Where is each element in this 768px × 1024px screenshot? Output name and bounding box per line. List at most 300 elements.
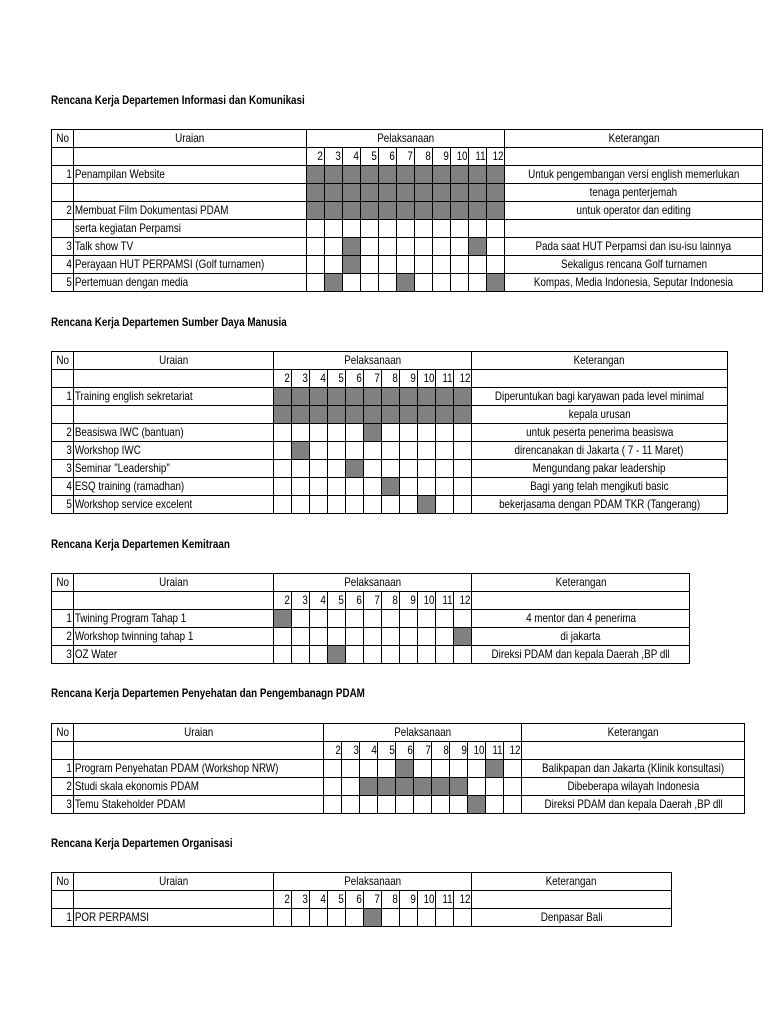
schedule-cell-active <box>306 184 324 202</box>
row-keterangan-text: tenaga penterjemah <box>589 185 678 199</box>
month-label-text: 9 <box>410 593 417 607</box>
month-label <box>346 592 364 610</box>
schedule-cell <box>328 478 346 496</box>
schedule-cell-active <box>378 184 396 202</box>
schedule-cell-active <box>382 478 400 496</box>
month-label-text: 8 <box>443 743 449 757</box>
schedule-cell <box>328 424 346 442</box>
row-keterangan <box>504 184 762 202</box>
month-label <box>396 742 414 760</box>
schedule-cell-active <box>454 628 472 646</box>
row-keterangan-text: Denpasar Bali <box>540 910 603 924</box>
month-label-text: 10 <box>473 743 485 757</box>
month-label-text: 9 <box>461 743 467 757</box>
schedule-cell <box>378 274 396 292</box>
plan-table <box>51 573 690 664</box>
schedule-cell <box>328 628 346 646</box>
row-no-text: 2 <box>66 779 73 793</box>
month-label <box>400 592 418 610</box>
schedule-cell-active <box>454 406 472 424</box>
row-no <box>52 646 74 664</box>
schedule-cell <box>360 274 378 292</box>
schedule-cell-active <box>364 424 382 442</box>
row-no-text: 5 <box>66 275 73 289</box>
schedule-cell <box>450 256 468 274</box>
header-keterangan <box>472 352 728 370</box>
schedule-cell <box>306 238 324 256</box>
schedule-cell <box>378 796 396 814</box>
schedule-cell <box>486 238 504 256</box>
month-label-text: 8 <box>392 593 399 607</box>
header-keterangan-text: Keterangan <box>607 725 659 739</box>
schedule-cell <box>378 760 396 778</box>
schedule-cell-active <box>486 760 504 778</box>
schedule-cell-active <box>486 166 504 184</box>
month-label <box>378 742 396 760</box>
schedule-cell <box>310 460 328 478</box>
schedule-cell-active <box>346 406 364 424</box>
row-uraian <box>74 460 274 478</box>
schedule-cell-active <box>486 184 504 202</box>
row-keterangan-text: Untuk pengembangan versi english memerlukan <box>528 167 740 181</box>
row-uraian-text: Beasiswa IWC (bantuan) <box>74 425 184 439</box>
table-row <box>52 778 745 796</box>
month-label-text: 5 <box>371 149 378 163</box>
header-no <box>52 873 74 891</box>
row-no <box>52 796 74 814</box>
schedule-cell-active <box>396 166 414 184</box>
month-label <box>486 148 504 166</box>
schedule-cell-active <box>310 388 328 406</box>
schedule-cell-active <box>328 646 346 664</box>
month-label <box>324 148 342 166</box>
month-label <box>364 370 382 388</box>
schedule-cell <box>364 478 382 496</box>
month-label <box>454 370 472 388</box>
schedule-cell <box>418 610 436 628</box>
schedule-cell <box>324 238 342 256</box>
month-label-text: 3 <box>335 149 342 163</box>
month-label <box>486 742 504 760</box>
schedule-cell <box>346 442 364 460</box>
schedule-cell-active <box>414 202 432 220</box>
header-no-text: No <box>56 725 69 739</box>
month-label-text: 7 <box>374 371 381 385</box>
row-no-text: 1 <box>66 611 73 625</box>
schedule-cell <box>436 628 454 646</box>
row-no <box>52 424 74 442</box>
table-row <box>52 796 745 814</box>
row-keterangan-text: bekerjasama dengan PDAM TKR (Tangerang) <box>498 497 700 511</box>
schedule-cell <box>364 442 382 460</box>
row-keterangan-text: Sekaligus rencana Golf turnamen <box>560 257 707 271</box>
schedule-cell <box>328 442 346 460</box>
month-label-text: 3 <box>302 892 309 906</box>
schedule-cell <box>328 460 346 478</box>
row-no-text: 2 <box>66 425 73 439</box>
schedule-cell <box>360 796 378 814</box>
month-label-text: 5 <box>338 892 345 906</box>
row-uraian-text: Workshop service excelent <box>74 497 193 511</box>
table-row <box>52 460 728 478</box>
header-no <box>52 724 74 742</box>
month-blank-uraian <box>74 370 274 388</box>
schedule-cell <box>274 496 292 514</box>
month-label <box>324 742 342 760</box>
month-label <box>378 148 396 166</box>
row-uraian <box>74 646 274 664</box>
row-uraian <box>74 274 307 292</box>
month-label <box>328 891 346 909</box>
schedule-cell <box>342 220 360 238</box>
schedule-cell-active <box>468 796 486 814</box>
month-label-text: 6 <box>356 593 363 607</box>
header-keterangan <box>522 724 745 742</box>
month-label <box>310 370 328 388</box>
month-label <box>274 891 292 909</box>
schedule-cell <box>400 442 418 460</box>
schedule-cell <box>364 610 382 628</box>
schedule-cell-active <box>432 778 450 796</box>
row-keterangan <box>504 274 762 292</box>
month-label-text: 6 <box>356 892 363 906</box>
row-keterangan-text: direncanakan di Jakarta ( 7 - 11 Maret) <box>514 443 684 457</box>
schedule-cell-active <box>360 166 378 184</box>
month-label-text: 5 <box>338 593 345 607</box>
schedule-cell <box>414 796 432 814</box>
month-label <box>396 148 414 166</box>
row-no-text: 2 <box>66 203 73 217</box>
schedule-cell <box>468 256 486 274</box>
row-no-text: 3 <box>66 443 73 457</box>
schedule-cell <box>342 760 360 778</box>
month-label <box>400 891 418 909</box>
schedule-cell <box>396 220 414 238</box>
schedule-cell <box>436 610 454 628</box>
schedule-cell-active <box>436 406 454 424</box>
schedule-cell-active <box>414 184 432 202</box>
row-no <box>52 238 74 256</box>
schedule-cell <box>400 496 418 514</box>
schedule-cell <box>346 424 364 442</box>
schedule-cell <box>418 909 436 927</box>
schedule-cell <box>346 628 364 646</box>
row-uraian <box>74 388 274 406</box>
schedule-cell <box>432 256 450 274</box>
schedule-cell <box>274 909 292 927</box>
row-uraian <box>74 909 274 927</box>
schedule-cell <box>310 628 328 646</box>
row-no <box>52 274 74 292</box>
row-uraian <box>74 760 324 778</box>
row-keterangan <box>504 202 762 220</box>
header-row <box>52 574 690 592</box>
schedule-cell <box>468 760 486 778</box>
schedule-cell-active <box>450 778 468 796</box>
month-row <box>52 742 745 760</box>
schedule-cell <box>378 238 396 256</box>
schedule-cell-active <box>468 202 486 220</box>
schedule-cell <box>454 424 472 442</box>
row-no <box>52 460 74 478</box>
row-no <box>52 166 74 184</box>
row-no <box>52 406 74 424</box>
schedule-cell <box>436 646 454 664</box>
schedule-cell <box>342 796 360 814</box>
schedule-cell <box>346 478 364 496</box>
row-keterangan <box>522 796 745 814</box>
schedule-cell-active <box>342 238 360 256</box>
schedule-cell <box>436 909 454 927</box>
schedule-cell <box>414 220 432 238</box>
row-no-text: 3 <box>66 647 73 661</box>
month-label <box>418 891 436 909</box>
month-label-text: 11 <box>492 743 503 757</box>
schedule-cell-active <box>342 256 360 274</box>
schedule-cell <box>346 496 364 514</box>
month-label <box>382 370 400 388</box>
schedule-cell <box>432 760 450 778</box>
schedule-cell <box>310 442 328 460</box>
month-label <box>450 148 468 166</box>
schedule-cell <box>432 796 450 814</box>
month-label <box>360 742 378 760</box>
month-label <box>292 891 310 909</box>
month-label-text: 4 <box>353 149 360 163</box>
schedule-cell <box>324 256 342 274</box>
table-row <box>52 628 690 646</box>
month-label-text: 6 <box>356 371 363 385</box>
schedule-cell <box>274 460 292 478</box>
schedule-cell-active <box>324 274 342 292</box>
month-label <box>292 592 310 610</box>
row-no-text: 1 <box>66 167 73 181</box>
schedule-cell <box>274 628 292 646</box>
row-no-text: 4 <box>66 479 73 493</box>
month-label <box>310 592 328 610</box>
schedule-cell <box>486 256 504 274</box>
schedule-cell <box>274 424 292 442</box>
row-uraian-text: Workshop IWC <box>74 443 141 457</box>
row-keterangan-text: Dibeberapa wilayah Indonesia <box>567 779 700 793</box>
month-blank-no <box>52 742 74 760</box>
month-blank-uraian <box>74 891 274 909</box>
schedule-cell-active <box>432 184 450 202</box>
header-keterangan <box>472 873 672 891</box>
header-row <box>52 352 728 370</box>
header-pelaksanaan-text: Pelaksanaan <box>344 575 401 589</box>
month-label-text: 10 <box>423 371 435 385</box>
header-pelaksanaan-text: Pelaksanaan <box>344 353 401 367</box>
month-label-text: 6 <box>407 743 413 757</box>
schedule-cell-active <box>400 388 418 406</box>
row-uraian-text: Studi skala ekonomis PDAM <box>74 779 199 793</box>
schedule-cell <box>292 628 310 646</box>
schedule-cell <box>486 796 504 814</box>
row-uraian-text: Twining Program Tahap 1 <box>74 611 187 625</box>
header-pelaksanaan <box>274 574 472 592</box>
month-label-text: 5 <box>338 371 345 385</box>
row-keterangan <box>472 460 728 478</box>
header-uraian-text: Uraian <box>158 874 188 888</box>
row-uraian <box>74 238 307 256</box>
schedule-cell-active <box>396 760 414 778</box>
plan-table <box>51 351 728 514</box>
schedule-cell-active <box>310 406 328 424</box>
table-row <box>52 184 763 202</box>
table-row <box>52 478 728 496</box>
section-title: Rencana Kerja Departemen Sumber Daya Manusia <box>51 315 287 329</box>
header-no <box>52 352 74 370</box>
month-label <box>454 891 472 909</box>
schedule-cell-active <box>346 388 364 406</box>
row-uraian <box>74 496 274 514</box>
month-label-text: 7 <box>425 743 431 757</box>
row-keterangan-text: Direksi PDAM dan kepala Daerah ,BP dll <box>491 647 670 661</box>
row-no <box>52 202 74 220</box>
month-label <box>468 742 486 760</box>
month-row <box>52 148 763 166</box>
row-uraian-text: Pertemuan dengan media <box>74 275 189 289</box>
header-no-text: No <box>56 575 69 589</box>
schedule-cell-active <box>346 460 364 478</box>
schedule-cell-active <box>328 388 346 406</box>
schedule-cell <box>436 496 454 514</box>
header-uraian-text: Uraian <box>175 131 205 145</box>
schedule-cell <box>486 220 504 238</box>
schedule-cell <box>292 424 310 442</box>
month-label-text: 8 <box>425 149 432 163</box>
schedule-cell <box>382 442 400 460</box>
row-keterangan <box>472 388 728 406</box>
row-keterangan-text: Mengundang pakar leadership <box>532 461 666 475</box>
schedule-cell <box>324 220 342 238</box>
month-blank-ket <box>472 891 672 909</box>
month-label <box>436 592 454 610</box>
table-row <box>52 610 690 628</box>
schedule-cell <box>418 478 436 496</box>
month-label-text: 2 <box>284 371 291 385</box>
row-no <box>52 496 74 514</box>
plan-table <box>51 872 672 927</box>
header-uraian <box>74 873 274 891</box>
table-row <box>52 646 690 664</box>
row-uraian <box>74 166 307 184</box>
schedule-cell <box>436 442 454 460</box>
row-no <box>52 256 74 274</box>
header-keterangan-text: Keterangan <box>546 874 597 888</box>
header-uraian-text: Uraian <box>158 575 188 589</box>
row-no <box>52 220 74 238</box>
schedule-cell-active <box>450 202 468 220</box>
table-row <box>52 406 728 424</box>
schedule-cell <box>274 478 292 496</box>
header-pelaksanaan-text: Pelaksanaan <box>344 874 401 888</box>
row-no <box>52 628 74 646</box>
schedule-cell-active <box>454 388 472 406</box>
schedule-cell <box>342 274 360 292</box>
row-uraian <box>74 424 274 442</box>
schedule-cell <box>468 220 486 238</box>
schedule-cell-active <box>306 166 324 184</box>
header-keterangan-text: Keterangan <box>555 575 607 589</box>
row-no-text: 4 <box>66 257 73 271</box>
schedule-cell <box>310 478 328 496</box>
section-title: Rencana Kerja Departemen Organisasi <box>51 836 233 850</box>
month-label <box>454 592 472 610</box>
row-uraian <box>74 796 324 814</box>
header-keterangan-text: Keterangan <box>573 353 625 367</box>
month-label-text: 12 <box>459 371 471 385</box>
schedule-cell <box>274 442 292 460</box>
schedule-cell <box>418 460 436 478</box>
schedule-cell <box>450 238 468 256</box>
schedule-cell-active <box>418 406 436 424</box>
row-keterangan <box>472 496 728 514</box>
schedule-cell <box>432 220 450 238</box>
schedule-cell <box>400 460 418 478</box>
row-keterangan-text: kepala urusan <box>568 407 631 421</box>
row-keterangan-text: Bagi yang telah mengikuti basic <box>530 479 669 493</box>
table-row <box>52 274 763 292</box>
row-no <box>52 478 74 496</box>
schedule-cell <box>400 628 418 646</box>
schedule-cell-active <box>364 388 382 406</box>
plan-table <box>51 723 745 814</box>
header-row <box>52 130 763 148</box>
schedule-cell-active <box>342 166 360 184</box>
month-label-text: 4 <box>320 593 327 607</box>
row-keterangan <box>472 406 728 424</box>
schedule-cell <box>324 760 342 778</box>
month-label <box>418 592 436 610</box>
header-pelaksanaan <box>274 873 472 891</box>
month-label <box>306 148 324 166</box>
row-uraian <box>74 442 274 460</box>
schedule-cell <box>382 424 400 442</box>
month-label <box>342 148 360 166</box>
row-keterangan <box>504 256 762 274</box>
plan-table <box>51 129 763 292</box>
schedule-cell-active <box>360 202 378 220</box>
schedule-cell <box>310 496 328 514</box>
schedule-cell <box>292 478 310 496</box>
schedule-cell <box>310 610 328 628</box>
month-label <box>382 891 400 909</box>
schedule-cell-active <box>324 202 342 220</box>
row-keterangan <box>504 220 762 238</box>
header-no <box>52 130 74 148</box>
month-label <box>328 592 346 610</box>
row-no <box>52 184 74 202</box>
month-label-text: 12 <box>509 743 521 757</box>
month-label <box>450 742 468 760</box>
schedule-cell <box>292 496 310 514</box>
schedule-cell-active <box>468 166 486 184</box>
row-uraian-text: Perayaan HUT PERPAMSI (Golf turnamen) <box>74 257 265 271</box>
month-label <box>274 370 292 388</box>
schedule-cell <box>378 256 396 274</box>
schedule-cell-active <box>468 184 486 202</box>
month-label-text: 2 <box>284 593 291 607</box>
month-label <box>418 370 436 388</box>
header-no-text: No <box>56 131 69 145</box>
schedule-cell <box>328 909 346 927</box>
schedule-cell <box>324 796 342 814</box>
month-label-text: 5 <box>389 743 395 757</box>
month-blank-no <box>52 592 74 610</box>
schedule-cell-active <box>328 406 346 424</box>
